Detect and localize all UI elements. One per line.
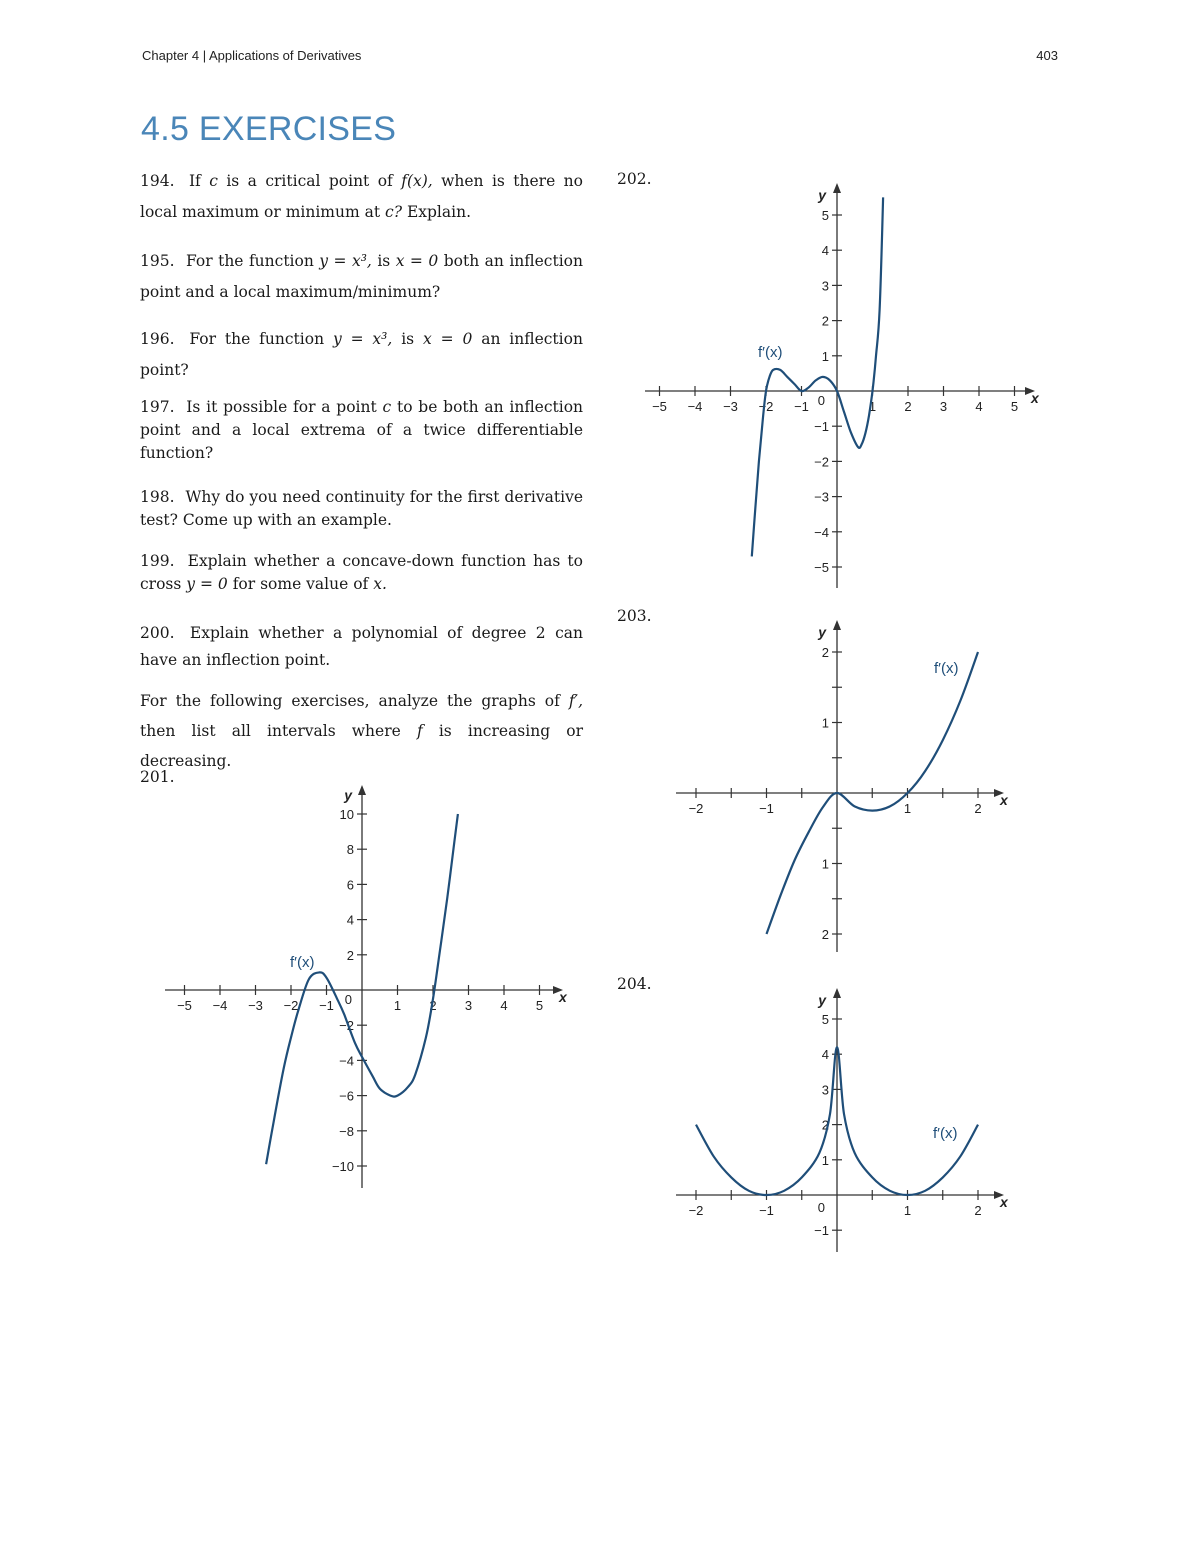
y-tick-label: 4 <box>821 243 829 259</box>
x-axis-label: x <box>1000 792 1008 808</box>
y-tick-label: 6 <box>346 877 354 893</box>
x-tick-label: −1 <box>794 399 809 414</box>
y-tick-label: −1 <box>814 419 829 435</box>
x-tick-label: 5 <box>1010 399 1019 414</box>
section-title: 4.5 EXERCISES <box>141 110 397 148</box>
y-tick-label: 4 <box>346 912 354 928</box>
exercise-number: 196. <box>140 330 175 348</box>
exercise-number: 198. <box>140 488 175 506</box>
origin-label: 0 <box>817 393 825 408</box>
exercise-198: 198. Why do you need continuity for the first derivative test? Come up with an example. <box>140 488 583 529</box>
exercise-197: 197. Is it possible for a point c to be both an inflection point and a local extrema of a twice differentiable function? <box>140 398 584 462</box>
y-tick-label: −4 <box>339 1053 354 1069</box>
y-tick-label: −6 <box>339 1088 354 1104</box>
x-tick-label: 2 <box>974 801 982 816</box>
x-tick-label: 2 <box>429 998 437 1013</box>
x-tick-label: −2 <box>688 801 704 816</box>
running-header-chapter: Chapter 4 | Applications of Derivatives <box>142 48 362 63</box>
x-tick-label: −5 <box>177 998 192 1013</box>
exercise-number: 200. <box>140 624 175 642</box>
x-tick-label: 4 <box>975 399 983 414</box>
x-tick-label: −2 <box>758 399 774 414</box>
x-tick-label: −3 <box>248 998 263 1013</box>
exercise-195: 195. For the function y = x³, is x = 0 both an inflection point and a local maximum/minimum? <box>140 252 583 301</box>
y-tick-label: 4 <box>821 1047 829 1063</box>
x-axis-label: x <box>1000 1194 1008 1210</box>
x-tick-label: 3 <box>939 399 948 414</box>
graph-202-number: 202. <box>617 170 652 188</box>
x-tick-label: −3 <box>723 399 738 414</box>
curve-label: f′(x) <box>934 660 959 677</box>
y-tick-label: −1 <box>814 1223 829 1239</box>
x-tick-label: −4 <box>212 998 228 1013</box>
y-axis-arrow <box>833 988 841 998</box>
x-tick-label: 1 <box>393 998 402 1013</box>
graph-204-number: 204. <box>617 975 652 993</box>
exercise-199: 199. Explain whether a concave-down function has to cross y = 0 for some value of x. <box>140 552 583 593</box>
x-tick-label: 1 <box>868 399 877 414</box>
exercise-number: 194. <box>140 172 175 190</box>
origin-label: 0 <box>817 1200 825 1215</box>
y-tick-label: −5 <box>814 560 829 575</box>
y-tick-label: −2 <box>814 454 829 470</box>
x-tick-label: −4 <box>687 399 703 414</box>
curve-label: f′(x) <box>933 1125 958 1142</box>
x-tick-label: −5 <box>652 399 667 414</box>
y-tick-label: 2 <box>821 1117 829 1133</box>
y-tick-label: 2 <box>821 927 829 942</box>
y-tick-label: 2 <box>821 645 829 660</box>
y-tick-label: 2 <box>346 947 354 963</box>
graph-203-number: 203. <box>617 607 652 625</box>
curve-label: f′(x) <box>290 954 315 971</box>
exercise-194: 194. If c is a critical point of f(x), when is there no local maximum or minimum at c? Explain. <box>140 172 583 221</box>
x-tick-label: 1 <box>903 1203 912 1218</box>
y-tick-label: −2 <box>339 1018 354 1034</box>
y-tick-label: 3 <box>821 278 829 294</box>
y-axis-label: y <box>818 992 826 1008</box>
y-tick-label: 5 <box>821 1012 829 1027</box>
y-tick-label: 1 <box>821 1152 829 1168</box>
y-tick-label: −10 <box>331 1159 354 1174</box>
y-tick-label: 8 <box>346 842 354 858</box>
x-tick-label: 5 <box>535 998 544 1013</box>
graph-201-number: 201. <box>140 768 175 786</box>
y-tick-label: 1 <box>821 348 829 364</box>
y-tick-label: 1 <box>821 856 829 872</box>
x-tick-label: 1 <box>903 801 912 816</box>
x-axis-label: x <box>559 989 567 1005</box>
exercise-number: 199. <box>140 552 175 570</box>
y-axis-label: y <box>818 624 826 640</box>
y-tick-label: −8 <box>339 1123 354 1139</box>
x-axis-label: x <box>1031 390 1039 406</box>
x-tick-label: −1 <box>759 801 774 816</box>
exercise-196: 196. For the function y = x³, is x = 0 an inflection point? <box>140 330 583 379</box>
page-number: 403 <box>1036 48 1058 63</box>
x-tick-label: 4 <box>500 998 508 1013</box>
x-tick-label: 2 <box>904 399 912 414</box>
y-tick-label: 10 <box>339 807 354 822</box>
y-axis-label: y <box>818 187 826 203</box>
y-tick-label: −4 <box>814 524 829 540</box>
x-tick-label: 3 <box>464 998 473 1013</box>
x-tick-label: −2 <box>283 998 299 1013</box>
y-tick-label: 2 <box>821 313 829 329</box>
curve-label: f′(x) <box>758 344 783 361</box>
y-axis-label: y <box>344 787 352 803</box>
x-tick-label: −2 <box>688 1203 704 1218</box>
exercise-number: 197. <box>140 398 175 416</box>
x-tick-label: −1 <box>319 998 334 1013</box>
y-tick-label: 1 <box>821 715 829 731</box>
y-tick-label: 3 <box>821 1082 829 1098</box>
exercise-200: 200. Explain whether a polynomial of degree 2 can have an inflection point. <box>140 624 583 669</box>
x-tick-label: −1 <box>759 1203 774 1218</box>
x-tick-label: 2 <box>974 1203 982 1218</box>
y-tick-label: −3 <box>814 489 829 505</box>
instructions: For the following exercises, analyze the graphs of f′, then list all intervals where f is increasing or decreasing. <box>140 692 583 770</box>
origin-label: 0 <box>344 992 352 1007</box>
y-tick-label: 5 <box>821 208 829 223</box>
exercise-number: 195. <box>140 252 175 270</box>
